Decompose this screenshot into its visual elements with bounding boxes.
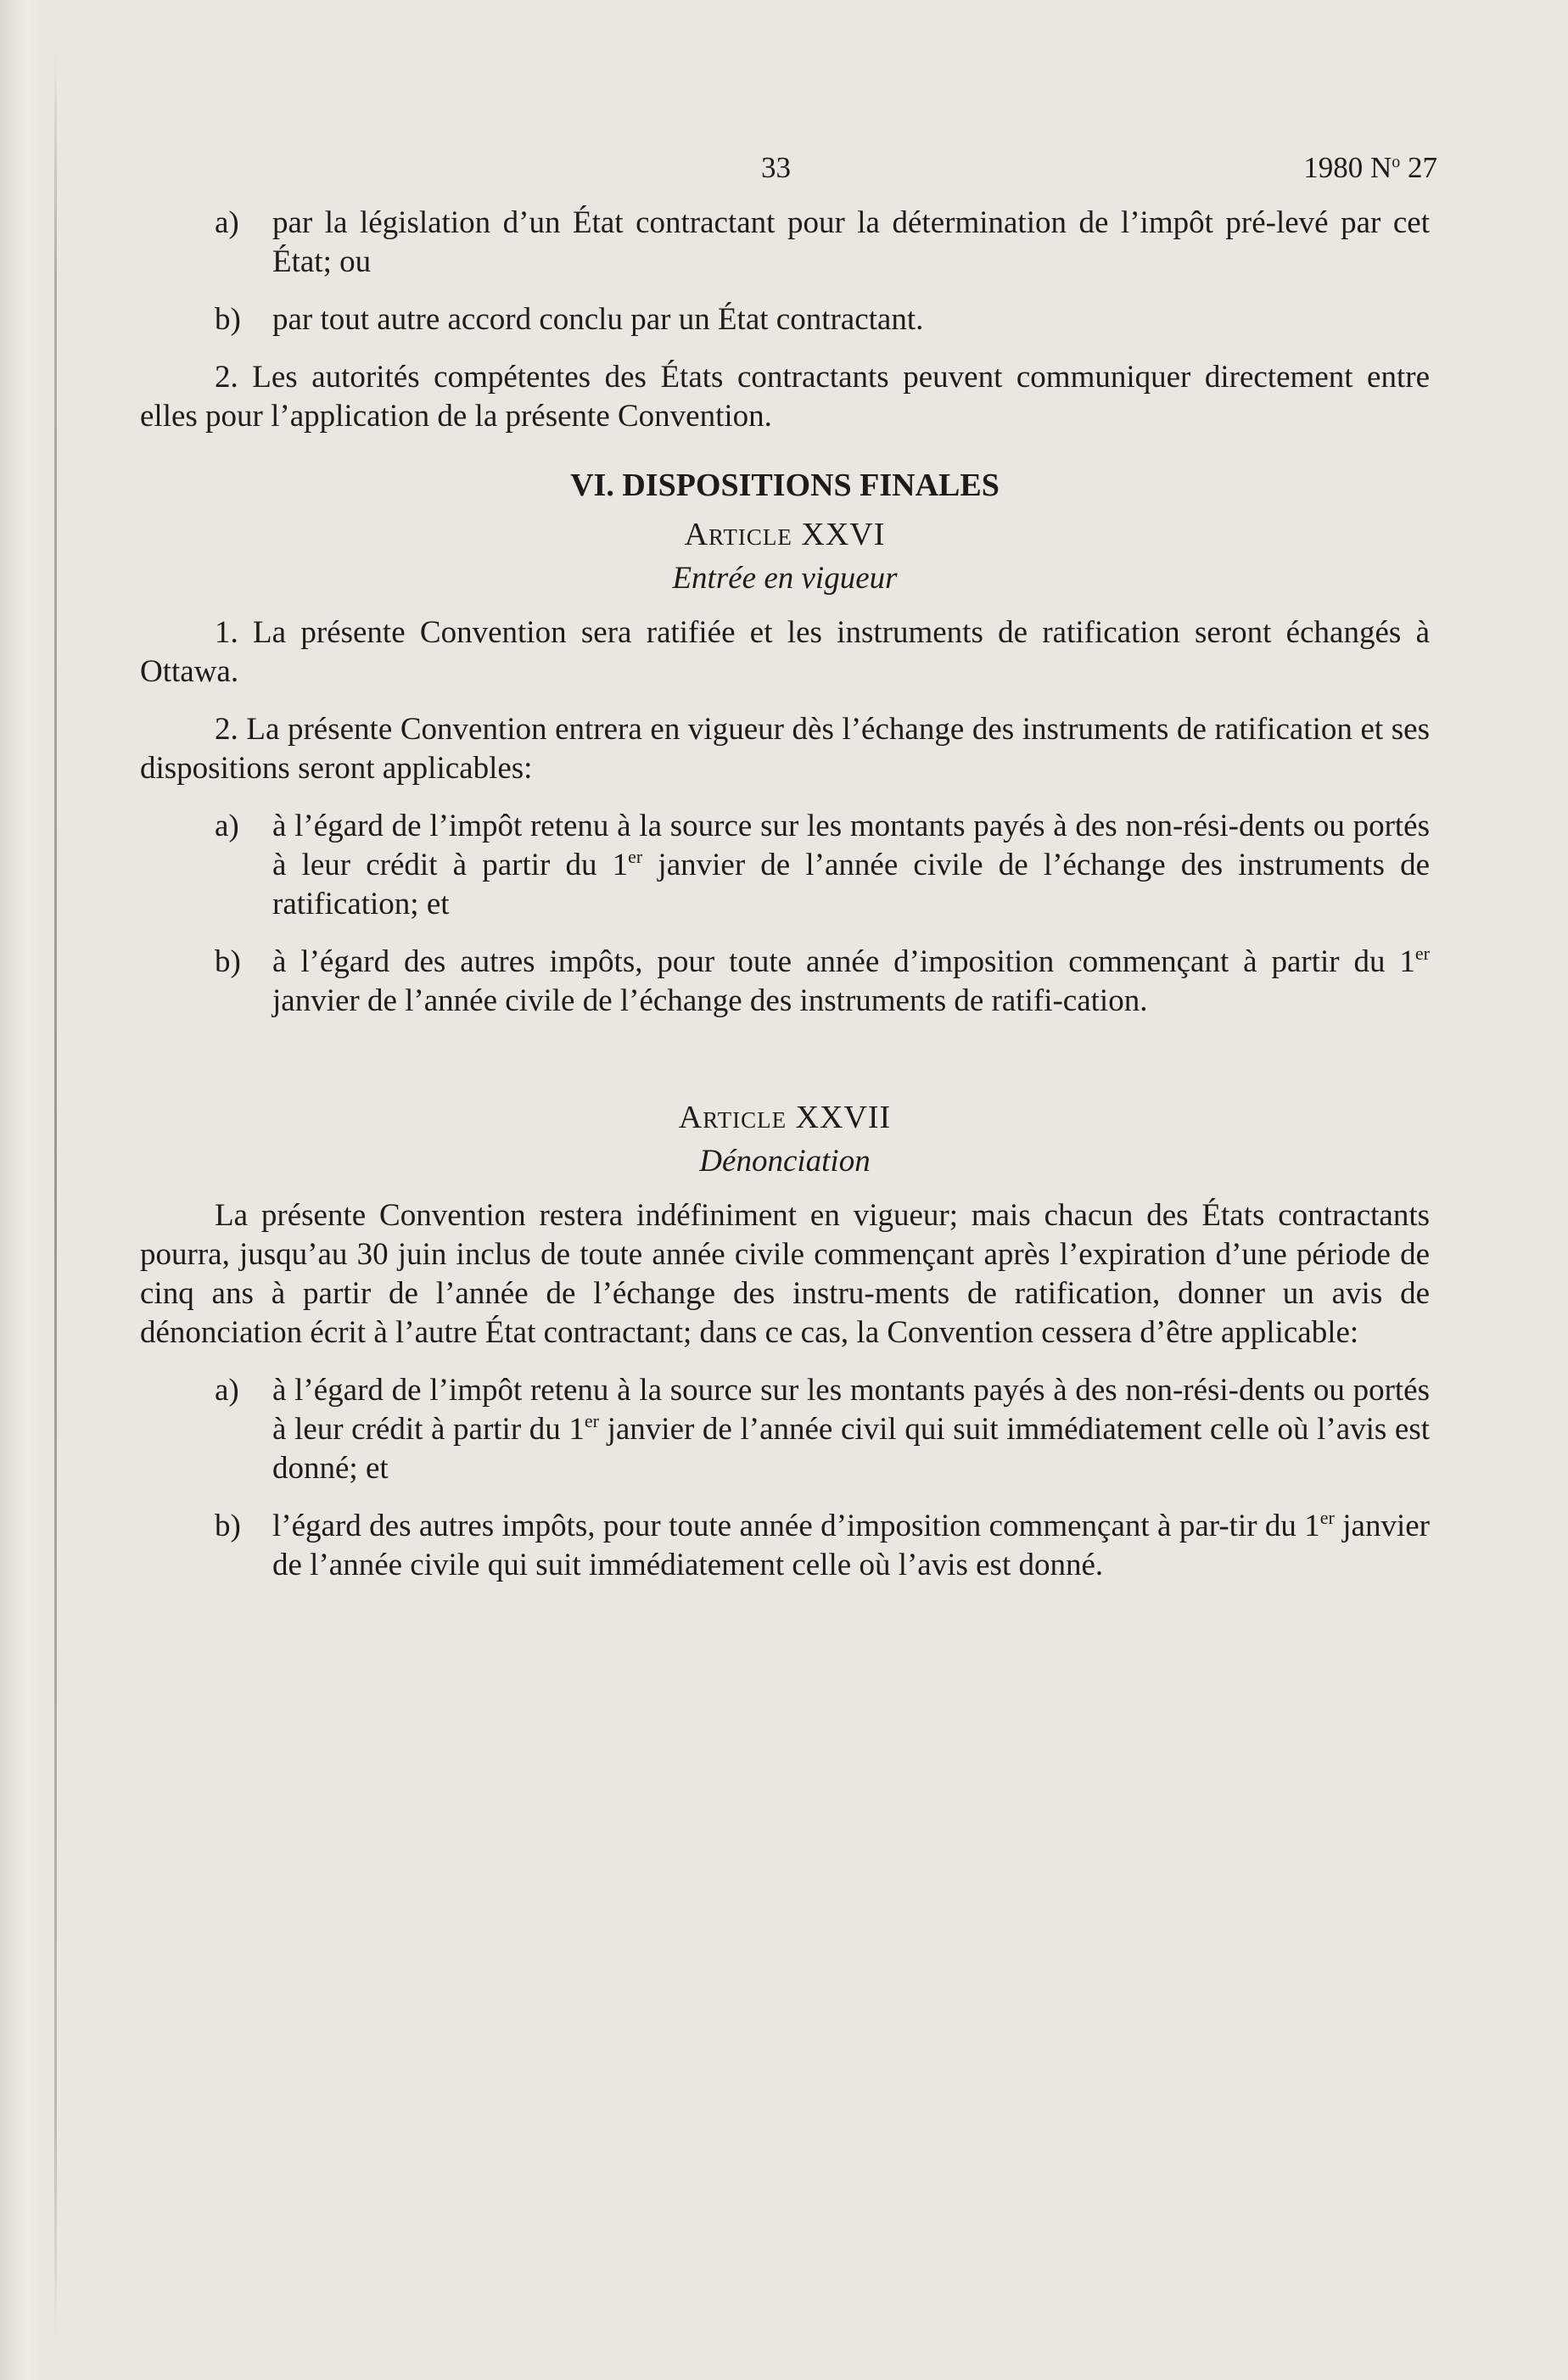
page-binding-shadow xyxy=(0,0,44,2380)
article-title: Article XXVII xyxy=(678,1100,892,1135)
superscript: er xyxy=(1414,943,1430,964)
item-label: a) xyxy=(215,809,239,843)
article-subtitle: Entrée en vigueur xyxy=(672,561,898,596)
superscript: er xyxy=(584,1410,599,1431)
paragraph: 1. La présente Convention sera ratifiée et les instruments de ratification seront échangés à Ottawa. xyxy=(140,615,1430,689)
text-run: à l’égard de l’impôt retenu à la source sur les montants payés à des non-rési-dents ou portés à leur crédit à partir du 1 xyxy=(272,809,1430,882)
text-run: janvier de l’année civile de l’échange des instruments de ratifi-cation. xyxy=(272,983,1148,1018)
list-item xyxy=(140,1371,1430,1488)
superscript: er xyxy=(628,846,643,867)
doc-ref-number: 27 xyxy=(1408,151,1437,184)
item-text xyxy=(272,943,1430,1021)
list-item xyxy=(140,943,1430,1021)
paragraph: La présente Convention restera indéfiniment en vigueur; mais chacun des États contractants pourra, jusqu’au 30 juin inclus de toute année civile commençant après l’expiration d’une période de cinq ans à partir de l’année de l’échange des instru-ments de ratification, donner un avis de dénonciation écrit à l’autre État contractant; dans ce cas, la Convention cessera d’être applicable: xyxy=(140,1198,1430,1350)
document-reference xyxy=(1303,151,1437,185)
section-title: VI. DISPOSITIONS FINALES xyxy=(570,468,1000,503)
doc-ref-year: 1980 N xyxy=(1303,151,1392,184)
text-run: l’égard des autres impôts, pour toute année d’imposition commençant à par-tir du 1 xyxy=(272,1509,1320,1543)
list-item xyxy=(140,300,1430,339)
item-text: par tout autre accord conclu par un État contractant. xyxy=(272,302,924,337)
item-text xyxy=(272,1507,1430,1585)
paragraph: 2. Les autorités compétentes des États contractants peuvent communiquer directement entre elles pour l’application de la présente Convention. xyxy=(140,360,1430,434)
text-run: janvier de l’année civil qui suit immédiatement celle où l’avis est donné; et xyxy=(272,1412,1431,1486)
item-label: b) xyxy=(215,302,241,337)
item-label: a) xyxy=(215,205,239,240)
item-label: a) xyxy=(215,1373,239,1408)
item-text: par la législation d’un État contractant pour la détermination de l’impôt pré-levé par cet État; ou xyxy=(272,205,1430,279)
list-item xyxy=(140,204,1430,282)
article-title: Article XXVI xyxy=(684,517,886,552)
list-item xyxy=(140,807,1430,924)
list-item xyxy=(140,1507,1430,1585)
page-number: 33 xyxy=(761,151,791,184)
item-text xyxy=(272,807,1430,924)
text-run: à l’égard des autres impôts, pour toute année d’imposition commençant à partir du 1 xyxy=(272,944,1415,979)
document-page xyxy=(140,144,1437,1604)
text-run: janvier de l’année civile qui suit immédiatement celle où l’avis est donné. xyxy=(272,1509,1430,1582)
text-run: à l’égard de l’impôt retenu à la source sur les montants payés à des non-rési-dents ou portés à leur crédit à partir du 1 xyxy=(272,1373,1430,1447)
text-run: janvier de l’année civile de l’échange des instruments de ratification; et xyxy=(272,848,1430,921)
paragraph: 2. La présente Convention entrera en vigueur dès l’échange des instruments de ratification et ses dispositions seront applicables: xyxy=(140,712,1430,786)
binding-line xyxy=(54,51,57,2342)
item-label: b) xyxy=(215,944,241,979)
item-text xyxy=(272,1371,1430,1488)
article-subtitle: Dénonciation xyxy=(699,1144,871,1179)
doc-ref-sup: o xyxy=(1392,153,1401,171)
superscript: er xyxy=(1319,1507,1335,1528)
page-header xyxy=(140,144,1437,204)
item-label: b) xyxy=(215,1509,241,1543)
